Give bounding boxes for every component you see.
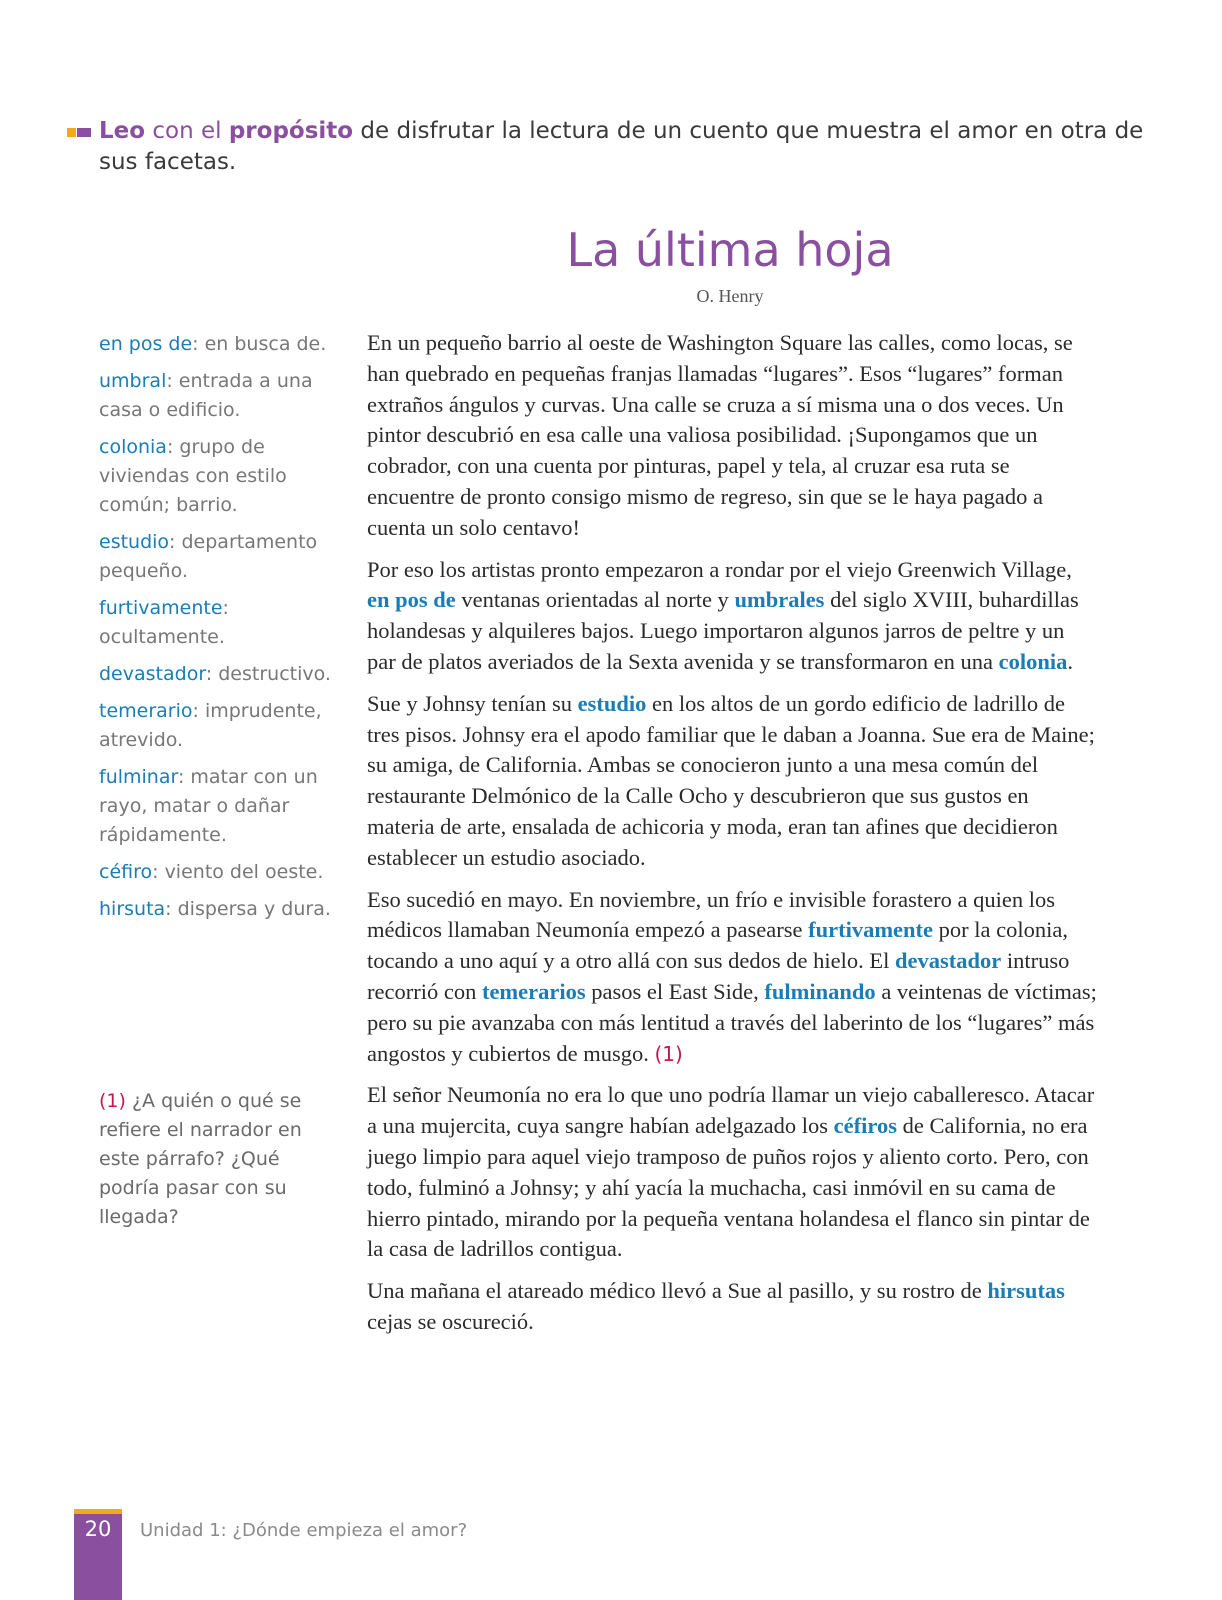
story-paragraph-1: En un pequeño barrio al oeste de Washington Square las calles, como locas, se han quebrado en pequeñas franjas llamadas “lugares”. Esos “lugares” forman extraños ángulos y curvas. Una calle se cruza a sí misma una o dos veces. Un pintor descubrió en esa calle una valiosa posibilidad. ¡Supongamos que un cobrador, con una cuenta por pinturas, papel y tela, al cruzar esa ruta se encuentre de pronto consigo mismo de regreso, sin que se le haya pagado a cuenta un solo centavo! [367,330,1073,540]
reading-purpose [99,116,1149,178]
keyword-furtivamente: furtivamente [808,917,934,943]
story-paragraph-5 [367,1080,1097,1265]
glossary-item [99,528,334,586]
purpose-word-leo: Leo [99,118,146,144]
keyword-cefiros: céfiros [833,1113,897,1139]
glossary-item [99,594,334,652]
glossary-term: temerario [99,700,193,722]
story-text: Una mañana el atareado médico llevó a Sue al pasillo, y su rostro de [367,1278,988,1304]
glossary-term: colonia [99,436,167,458]
purpose-word-proposito: propósito [228,118,354,144]
glossary-definition: : imprudente, atrevido. [99,700,322,751]
glossary-definition: : ocultamente. [99,597,229,648]
glossary-definition: : dispersa y dura. [165,898,331,920]
comprehension-question [99,1087,339,1232]
story-text: El señor Neumonía no era lo que uno podría llamar un viejo caballeresco. Atacar a una mujercita, cuya sangre habían adelgazado los [367,1082,1095,1139]
story-text: intruso recorrió con [367,948,1070,1004]
keyword-en-pos-de: en pos de [367,587,456,613]
keyword-estudio: estudio [577,690,647,716]
glossary-term: fulminar [99,766,178,788]
story-author: O. Henry [696,286,764,306]
story-text: a veintenas de víctimas; pero su pie avanzaba con más lentitud a través del laberinto de los “lugares” más angostos y cubiertos de musgo. [367,978,1097,1066]
violet-square-icon [77,128,91,137]
story-text: del siglo XVIII, buhardillas holandesas y alquileres bajos. Luego importaron algunos jarros de peltre y un par de platos averiados de la Sexta avenida y se transformaron en una [367,587,1079,674]
question-text: ¿A quién o qué se refiere el narrador en este párrafo? ¿Qué podría pasar con su llegada? [99,1090,302,1228]
glossary-definition: : grupo de viviendas con estilo común; barrio. [99,436,287,516]
story-text: ventanas orientadas al norte y [455,587,735,613]
glossary-item [99,763,334,850]
glossary-definition: : en busca de. [192,333,327,355]
story-paragraph-2 [367,555,1097,678]
story-body [367,328,1097,1349]
glossary-term: devastador [99,663,206,685]
glossary-item [99,895,334,924]
glossary-definition: : departamento pequeño. [99,531,318,582]
glossary-term: estudio [99,531,170,553]
glossary-term: umbral [99,370,167,392]
story-text: por la colonia, tocando a uno aquí y a otro allá con sus dedos de hielo. El [367,917,1069,974]
glossary-item [99,697,334,755]
glossary [99,330,334,932]
story-paragraph-3 [367,689,1097,874]
purpose-word-con-el: con el [152,118,222,144]
keyword-fulminando: fulminando [764,978,876,1004]
glossary-item [99,367,334,425]
story-title: La última hoja [566,223,894,277]
keyword-colonia: colonia [998,648,1068,674]
page-number: 20 [84,1517,112,1541]
glossary-item [99,660,334,689]
orange-square-icon [67,128,76,137]
story-text: Por eso los artistas pronto empezaron a rondar por el viejo Greenwich Village, [367,556,1072,582]
keyword-temerarios: temerarios [481,978,586,1004]
glossary-definition: : viento del oeste. [152,861,324,883]
keyword-devastador: devastador [895,948,1002,974]
glossary-definition: : entrada a una casa o edificio. [99,370,313,421]
glossary-definition: : destructivo. [205,663,331,685]
question-number: (1) [99,1090,126,1112]
glossary-definition: : matar con un rayo, matar o dañar rápidamente. [99,766,318,846]
glossary-item [99,858,334,887]
glossary-term: hirsuta [99,898,166,920]
story-text: . [1067,648,1074,674]
story-text: pasos el East Side, [585,978,765,1004]
story-text: Eso sucedió en mayo. En noviembre, un frío e invisible forastero a quien los médicos llamaban Neumonía empezó a pasearse [367,886,1055,943]
keyword-umbrales: umbrales [734,587,825,613]
question-reference: (1) [654,1041,683,1066]
story-text: Sue y Johnsy tenían su [367,690,578,716]
glossary-item [99,433,334,520]
glossary-term: en pos de [99,333,193,355]
story-paragraph-6 [367,1276,1097,1338]
glossary-item [99,330,334,359]
footer-page-tab-accent [74,1509,122,1514]
glossary-term: céfiro [99,861,153,883]
keyword-hirsutas: hirsutas [987,1278,1065,1304]
story-paragraph-4 [367,885,1097,1070]
story-text: en los altos de un gordo edificio de ladrillo de tres pisos. Johnsy era el apodo familiar que le daban a Joanna. Sue era de Maine; su amiga, de California. Ambas se conocieron junto a una mesa común del restaurante Delmónico de la Calle Ocho y descubrieron que sus gustos en materia de arte, ensalada de achicoria y moda, eran tan afines que decidieron establecer un estudio asociado. [367,690,1095,870]
story-text: de California, no era juego limpio para aquel viejo tramposo de puños rojos y aliento corto. Pero, con todo, fulminó a Johnsy; y ahí yacía la muchacha, casi inmóvil en su cama de hierro pintado, mirando por la pequeña ventana holandesa el flanco sin pintar de la casa de ladrillos contigua. [367,1113,1090,1262]
purpose-marker-icon [67,128,91,137]
story-text: cejas se oscureció. [367,1308,534,1334]
glossary-term: furtivamente [99,597,223,619]
purpose-text: de disfrutar la lectura de un cuento que muestra el amor en otra de sus facetas. [99,118,1144,175]
unit-label: Unidad 1: ¿Dónde empieza el amor? [140,1520,468,1541]
